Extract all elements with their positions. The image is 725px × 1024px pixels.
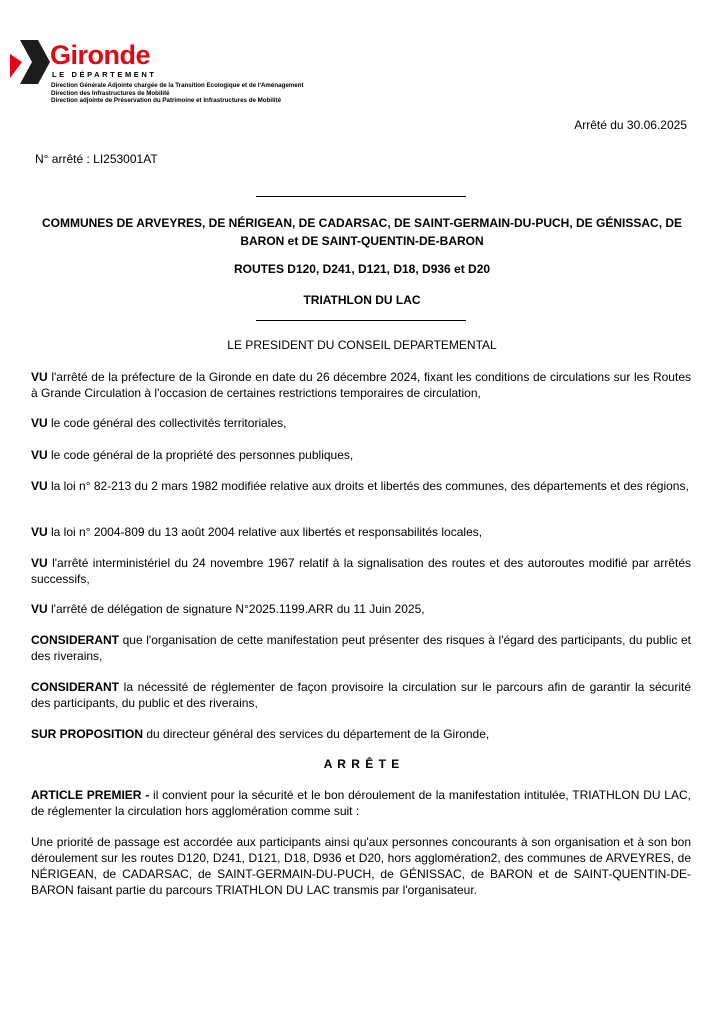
- consideration-lead: VU: [31, 479, 48, 493]
- consideration-lead: CONSIDERANT: [31, 680, 120, 694]
- consideration-lead: CONSIDERANT: [31, 633, 120, 647]
- consideration-text: la nécessité de réglementer de façon provisoire la circulation sur le parcours afin de garantir la sécurité des participants, du public et des riverains,: [31, 680, 691, 710]
- consideration-text: du directeur général des services du département de la Gironde,: [143, 727, 490, 741]
- directions-block: [51, 82, 304, 105]
- president-heading: LE PRESIDENT DU CONSEIL DEPARTEMENTAL: [227, 338, 497, 352]
- consideration-paragraph: [31, 601, 691, 617]
- consideration-text: le code général des collectivités territoriales,: [47, 416, 287, 430]
- consideration-lead: VU: [31, 602, 48, 616]
- brand-subtitle: LE DÉPARTEMENT: [52, 70, 157, 79]
- consideration-text: que l'organisation de cette manifestation peut présenter des risques à l'égard des participants, du public et des riverains,: [31, 633, 691, 663]
- consideration-paragraph: [31, 447, 691, 463]
- consideration-paragraph: [31, 478, 691, 494]
- title-communes: COMMUNES DE ARVEYRES, DE NÉRIGEAN, DE CADARSAC, DE SAINT-GERMAIN-DU-PUCH, DE GÉNISSAC, DE BARON et DE SAINT-QUENTIN-DE-BARON: [41, 216, 683, 248]
- article-premier: [31, 787, 691, 819]
- consideration-text: la loi n° 82-213 du 2 mars 1982 modifiée relative aux droits et libertés des communes, des départements et des régions,: [47, 479, 689, 493]
- consideration-text: l'arrêté de délégation de signature N°2025.1199.ARR du 11 Juin 2025,: [47, 602, 425, 616]
- divider-bottom: [256, 320, 466, 321]
- consideration-text: l'arrêté interministériel du 24 novembre 1967 relatif à la signalisation des routes et des autoroutes modifié par arrêtés successifs,: [31, 556, 691, 586]
- consideration-paragraph: [31, 369, 691, 401]
- direction-line: Direction adjointe de Préservation du Patrimoine et Infrastructures de Mobilité: [51, 97, 282, 105]
- title-event: TRIATHLON DU LAC: [303, 293, 421, 307]
- consideration-lead: VU: [31, 370, 48, 384]
- title-routes: ROUTES D120, D241, D121, D18, D936 et D20: [233, 262, 491, 276]
- article-text: il convient pour la sécurité et le bon déroulement de la manifestation intitulée, TRIATHLON DU LAC, de réglementer la circulation hors agglomération comme suit :: [31, 788, 691, 818]
- gironde-logo-icon: [8, 38, 52, 86]
- consideration-lead: SUR PROPOSITION: [31, 727, 144, 741]
- brand-name: Gironde: [50, 40, 151, 70]
- arrete-date: Arrêté du 30.06.2025: [574, 118, 687, 132]
- direction-line: Direction des Infrastructures de Mobilité: [51, 89, 170, 97]
- consideration-lead: VU: [31, 448, 48, 462]
- consideration-lead: VU: [31, 525, 48, 539]
- consideration-paragraph: [31, 632, 691, 664]
- article-lead: ARTICLE PREMIER -: [31, 788, 150, 802]
- divider-top: [256, 196, 466, 197]
- consideration-paragraph: [31, 679, 691, 711]
- consideration-paragraph: [31, 555, 691, 587]
- priority-paragraph: Une priorité de passage est accordée aux participants ainsi qu'aux personnes concourants à son organisation et à son bon déroulement sur les routes D120, D241, D121, D18, D936 et D20, hors agglomération2, des communes de ARVEYRES, de NÉRIGEAN, de CADARSAC, de SAINT-GERMAIN-DU-PUCH, de GÉNISSAC, de BARON et de SAINT-QUENTIN-DE-BARON faisant partie du parcours TRIATHLON DU LAC transmis par l'organisateur.: [31, 835, 691, 897]
- consideration-text: le code général de la propriété des personnes publiques,: [47, 448, 354, 462]
- arrete-heading: A R R Ê T E: [323, 757, 401, 771]
- consideration-lead: VU: [31, 556, 48, 570]
- consideration-paragraph: [31, 726, 691, 742]
- consideration-paragraph: [31, 415, 691, 431]
- consideration-text: la loi n° 2004-809 du 13 août 2004 relative aux libertés et responsabilités locales,: [47, 525, 483, 539]
- direction-line: Direction Générale Adjointe chargée de la Transition Ecologique et de l'Aménagement: [51, 82, 304, 89]
- arrete-number: N° arrêté : LI253001AT: [35, 152, 158, 166]
- consideration-text: l'arrêté de la préfecture de la Gironde en date du 26 décembre 2024, fixant les conditions de circulations sur les Routes à Grande Circulation à l'occasion de certaines restrictions temporaires de circulation,: [31, 370, 691, 400]
- consideration-paragraph: [31, 524, 691, 540]
- consideration-lead: VU: [31, 416, 48, 430]
